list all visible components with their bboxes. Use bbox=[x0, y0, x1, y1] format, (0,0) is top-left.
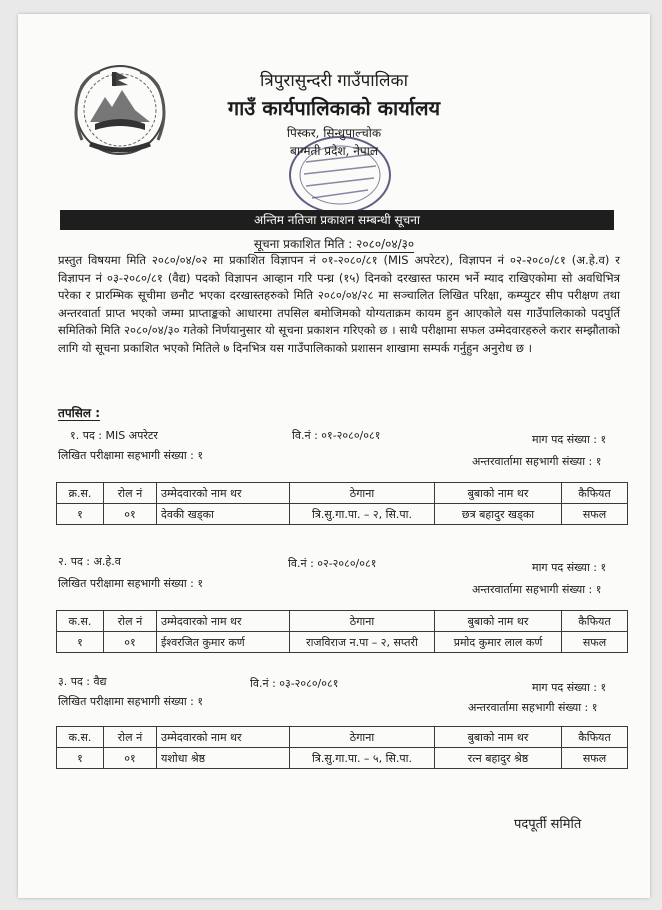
interview-count: अन्तरवार्तामा सहभागी संख्या : १ bbox=[472, 583, 602, 596]
notice-page bbox=[18, 14, 650, 898]
table-header-row bbox=[57, 727, 628, 748]
table-row bbox=[57, 632, 628, 653]
cell-sn: १ bbox=[57, 632, 104, 653]
office-province: बाग्मती प्रदेश, नेपाल bbox=[290, 144, 378, 158]
notice-body: प्रस्तुत विषयमा मिति २०८०/०४/०२ मा प्रकाशित विज्ञापन नं ०१-२०८०/८१ (MIS अपरेटर), विज्ञापन नं ०२-२०८०/८१ (अ.हे.व) र विज्ञापन नं ०३-२०८०/८१ (वैद्य) पदको विज्ञापन आव्हान गरि पन्ध्र (१५) दिनको दरखास्त फारम भर्ने म्याद राखिएकोमा सो अवधिभित्र परेका र प्रारम्भिक सूचीमा छनौट भएका दरखास्तहरुको मिति २०८०/०४/२८ मा सञ्चालित लिखित परिक्षा, कम्प्युटर सीप परीक्षण तथा अन्तरवार्ता प्राप्त भएको जम्मा प्राप्ताङ्कको आधारमा तपसिल बमोजिमको योग्यताक्रम कायम हुन आएकोले यस गाउँपालिकाको पदपुर्ति समितिको मिति २०८०/०४/३० गतेको निर्णयानुसार यो सूचना प्रकाशन गरिएको छ । साथै परीक्षामा सफल उम्मेदवारहरुले करार सम्झौताको लागि यो सूचना प्रकाशित भएको मितिले ७ दिनभित्र यस गाउँपालिकाको प्रशासन शाखामा सम्पर्क गर्नुहुन अनुरोध छ । bbox=[58, 253, 620, 355]
col-name: उम्मेदवारको नाम थर bbox=[157, 611, 290, 632]
table-header-row bbox=[57, 611, 628, 632]
written-exam-count: लिखित परीक्षामा सहभागी संख्या : १ bbox=[58, 577, 204, 590]
post-title: २. पद : अ.हे.व bbox=[58, 555, 121, 568]
col-name: उम्मेदवारको नाम थर bbox=[157, 727, 290, 748]
office-address: पिस्कर, सिन्धुपाल्चोक bbox=[286, 126, 382, 140]
col-remarks: कैफियत bbox=[562, 727, 628, 748]
col-father: बुबाको नाम थर bbox=[435, 611, 562, 632]
cell-remarks: सफल bbox=[562, 632, 628, 653]
cell-address: राजविराज न.पा – २, सप्तरी bbox=[290, 632, 435, 653]
cell-father: प्रमोद कुमार लाल कर्ण bbox=[435, 632, 562, 653]
cell-address: त्रि.सु.गा.पा. – ५, सि.पा. bbox=[290, 748, 435, 769]
office-name: गाउँ कार्यपालिकाको कार्यालय bbox=[227, 96, 441, 120]
demand-count: माग पद संख्या : १ bbox=[532, 681, 607, 694]
col-address: ठेगाना bbox=[290, 611, 435, 632]
cell-name: देवकी खड्का bbox=[157, 504, 290, 525]
table-row bbox=[57, 748, 628, 769]
col-sn: क.स. bbox=[57, 611, 104, 632]
result-table bbox=[56, 610, 628, 653]
cell-roll: ०१ bbox=[104, 748, 157, 769]
col-name: उम्मेदवारको नाम थर bbox=[157, 483, 290, 504]
advertisement-number: वि.नं : ०१-२०८०/०८१ bbox=[292, 429, 381, 442]
post-title: १. पद : MIS अपरेटर bbox=[70, 429, 158, 442]
col-roll: रोल नं bbox=[104, 611, 157, 632]
demand-count: माग पद संख्या : १ bbox=[532, 561, 607, 574]
cell-name: यशोधा श्रेष्ठ bbox=[157, 748, 290, 769]
cell-remarks: सफल bbox=[562, 504, 628, 525]
post-title: ३. पद : वैद्य bbox=[58, 675, 107, 688]
table-header-row bbox=[57, 483, 628, 504]
table-row bbox=[57, 504, 628, 525]
cell-father: छत्र बहादुर खड्का bbox=[435, 504, 562, 525]
cell-sn: १ bbox=[57, 748, 104, 769]
tapasil-label: तपसिल : bbox=[58, 406, 100, 420]
col-remarks: कैफियत bbox=[562, 483, 628, 504]
publish-date: सूचना प्रकाशित मिति : २०८०/०४/३० bbox=[253, 237, 415, 251]
cell-sn: १ bbox=[57, 504, 104, 525]
col-sn: क.स. bbox=[57, 727, 104, 748]
demand-count: माग पद संख्या : १ bbox=[532, 433, 607, 446]
interview-count: अन्तरवार्तामा सहभागी संख्या : १ bbox=[472, 455, 602, 468]
col-father: बुबाको नाम थर bbox=[435, 483, 562, 504]
cell-address: त्रि.सु.गा.पा. – २, सि.पा. bbox=[290, 504, 435, 525]
col-address: ठेगाना bbox=[290, 727, 435, 748]
advertisement-number: वि.नं : ०२-२०८०/०८१ bbox=[288, 557, 377, 570]
advertisement-number: वि.नं : ०३-२०८०/०८१ bbox=[250, 677, 339, 690]
signature-committee: पदपूर्ती समिति bbox=[514, 817, 582, 832]
col-father: बुबाको नाम थर bbox=[435, 727, 562, 748]
notice-title: अन्तिम नतिजा प्रकाशन सम्बन्धी सूचना bbox=[60, 210, 614, 230]
result-table bbox=[56, 482, 628, 525]
col-roll: रोल नं bbox=[104, 483, 157, 504]
publish-date-line bbox=[18, 235, 650, 252]
written-exam-count: लिखित परीक्षामा सहभागी संख्या : १ bbox=[58, 449, 204, 462]
cell-father: रत्न बहादुर श्रेष्ठ bbox=[435, 748, 562, 769]
interview-count: अन्तरवार्तामा सहभागी संख्या : १ bbox=[468, 701, 598, 714]
cell-name: ईश्वरजित कुमार कर्ण bbox=[157, 632, 290, 653]
municipality-name: त्रिपुरासुन्दरी गाउँपालिका bbox=[259, 71, 409, 91]
result-table bbox=[56, 726, 628, 769]
col-address: ठेगाना bbox=[290, 483, 435, 504]
cell-remarks: सफल bbox=[562, 748, 628, 769]
cell-roll: ०१ bbox=[104, 504, 157, 525]
col-sn: क्र.स. bbox=[57, 483, 104, 504]
written-exam-count: लिखित परीक्षामा सहभागी संख्या : १ bbox=[58, 695, 204, 708]
col-remarks: कैफियत bbox=[562, 611, 628, 632]
cell-roll: ०१ bbox=[104, 632, 157, 653]
col-roll: रोल नं bbox=[104, 727, 157, 748]
